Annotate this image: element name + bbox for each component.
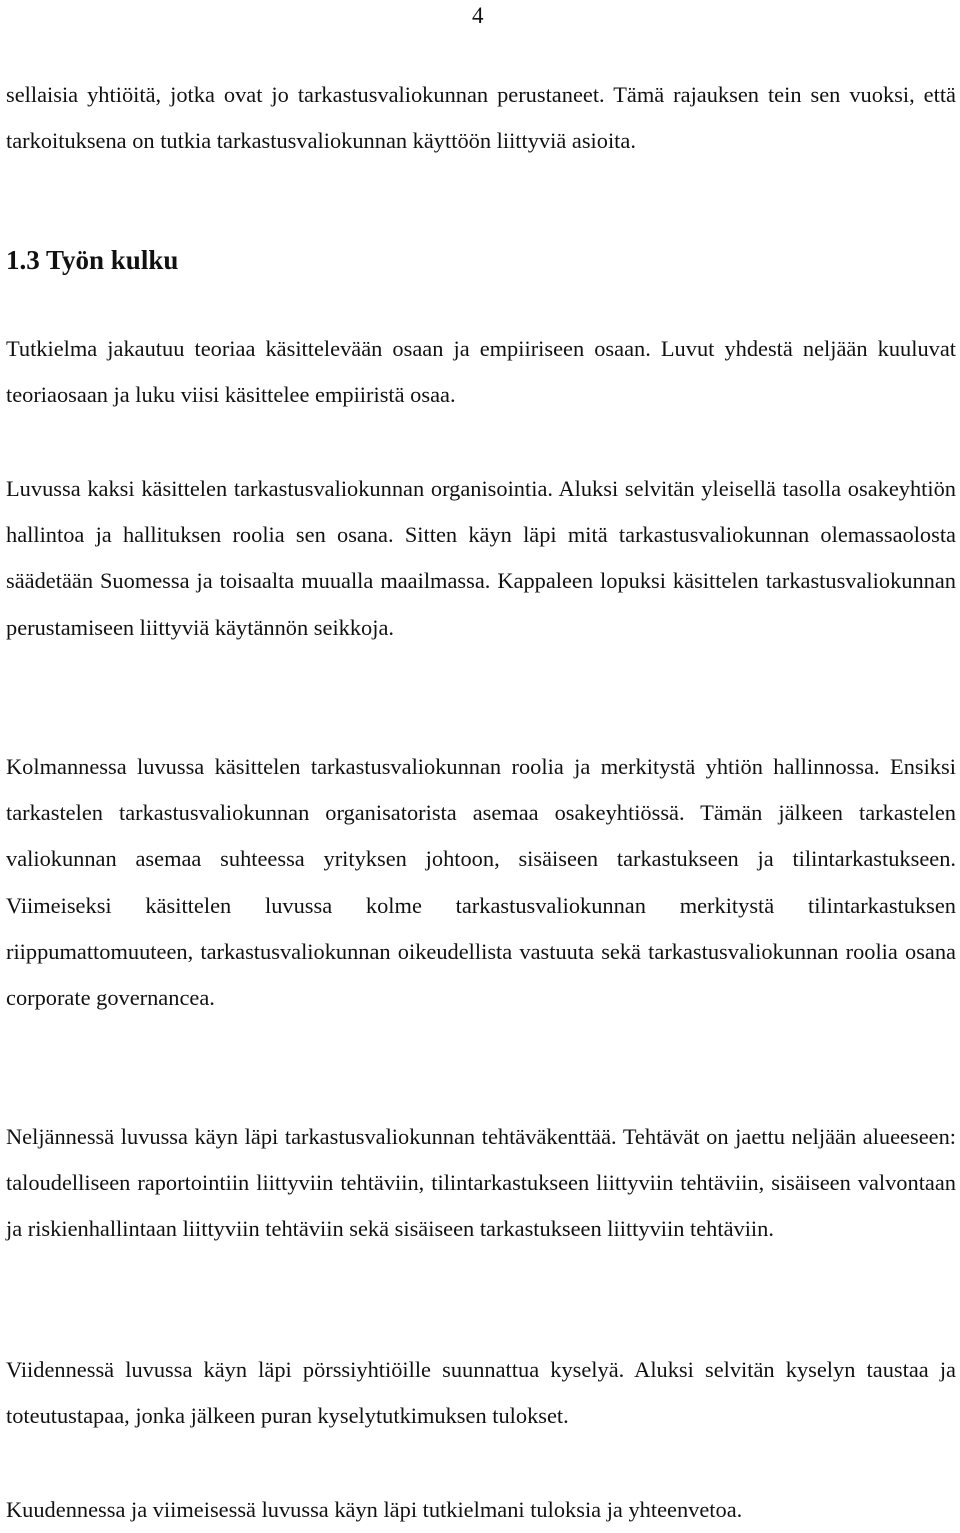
page-number: 4 xyxy=(472,3,484,28)
paragraph-structure: Tutkielma jakautuu teoriaa käsittelevään osaan ja empiiriseen osaan. Luvut yhdestä neljään kuuluvat teoriaosaan ja luku viisi käsittelee empiiristä osaa. xyxy=(6,336,956,408)
paragraph-chapter-three: Kolmannessa luvussa käsittelen tarkastusvaliokunnan roolia ja merkitystä yhtiön hallinnossa. Ensiksi tarkastelen tarkastusvaliokunnan organisatorista asemaa osakeyhtiössä. Tämän jälkeen tarkastelen valiokunnan asemaa suhteessa yrityksen johtoon, sisäiseen tarkastukseen ja tilintarkastukseen. Viimeiseksi käsittelen luvussa kolme tarkastusvaliokunnan merkitystä tilintarkastuksen riippumattomuuteen, tarkastusvaliokunnan oikeudellista vastuuta sekä tarkastusvaliokunnan roolia osana corporate governancea. xyxy=(6,754,956,1011)
paragraph-chapter-four: Neljännessä luvussa käyn läpi tarkastusvaliokunnan tehtäväkenttää. Tehtävät on jaettu neljään alueeseen: taloudelliseen raportointiin liittyviin tehtäviin, tilintarkastukseen liittyviin tehtäviin, sisäiseen valvontaan ja riskienhallintaan liittyviin tehtäviin sekä sisäiseen tarkastukseen liittyviin tehtäviin. xyxy=(6,1124,956,1242)
paragraph-chapter-six: Kuudennessa ja viimeisessä luvussa käyn läpi tutkielmani tuloksia ja yhteenvetoa. xyxy=(6,1497,743,1522)
paragraph-chapter-two: Luvussa kaksi käsittelen tarkastusvaliokunnan organisointia. Aluksi selvitän yleisellä tasolla osakeyhtiön hallintoa ja hallituksen roolia sen osana. Sitten käyn läpi mitä tarkastusvaliokunnan olemassaolosta säädetään Suomessa ja toisaalta muualla maailmassa. Kappaleen lopuksi käsittelen tarkastusvaliokunnan perustamiseen liittyviä käytännön seikkoja. xyxy=(6,476,956,640)
section-heading: 1.3 Työn kulku xyxy=(6,245,179,275)
paragraph-chapter-five: Viidennessä luvussa käyn läpi pörssiyhtiöille suunnattua kyselyä. Aluksi selvitän kyselyn taustaa ja toteutustapaa, jonka jälkeen puran kyselytutkimuksen tulokset. xyxy=(6,1357,956,1429)
paragraph-scope-intro: sellaisia yhtiöitä, jotka ovat jo tarkastusvaliokunnan perustaneet. Tämä rajauksen tein sen vuoksi, että tarkoituksena on tutkia tarkastusvaliokunnan käyttöön liittyviä asioita. xyxy=(6,82,956,154)
